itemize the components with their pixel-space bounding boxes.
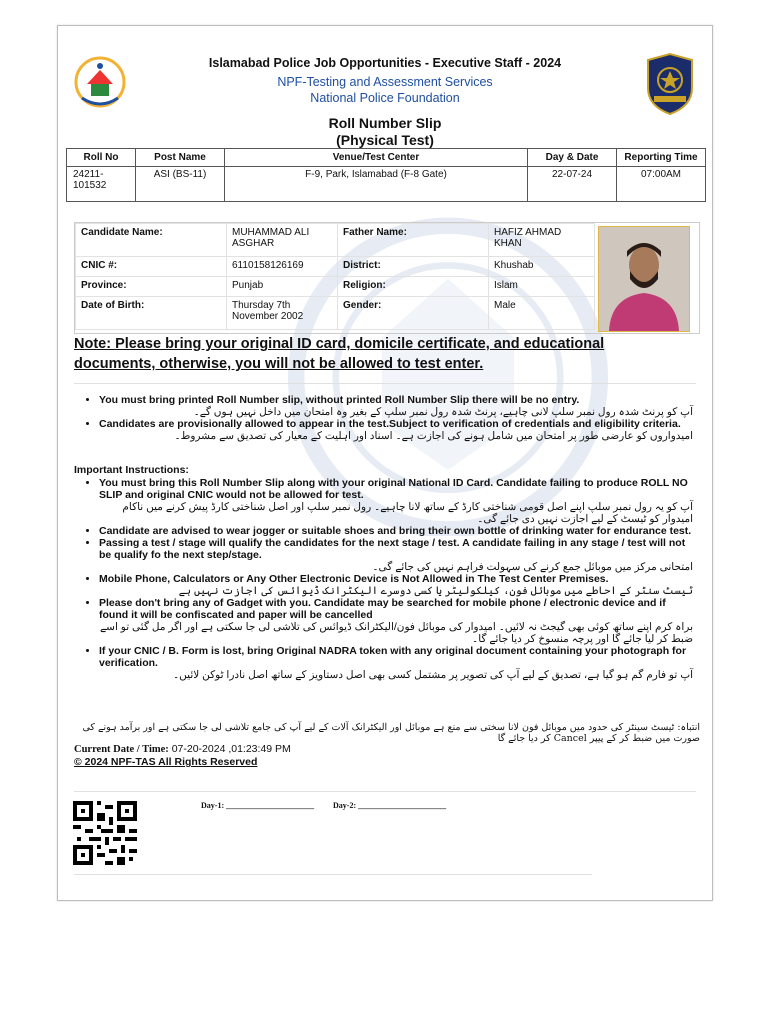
time-value: 07:00AM (617, 167, 706, 202)
instruction-en: If your CNIC / B. Form is lost, bring Original NADRA token with any original document containing your photograph for verification. (99, 645, 687, 669)
current-datetime-value: 07-20-2024 ,01:23:49 PM (171, 743, 291, 755)
province-value: Punjab (227, 277, 338, 297)
foundation-name: National Police Foundation (310, 91, 460, 105)
day1-field: Day-1: ______________________ (201, 801, 315, 810)
instruction-en: Passing a test / stage will qualify the candidates for the next stage / test. A candidate failing in any stage / test will not be qualify fo the next step/stage. (99, 537, 686, 561)
organization-name: NPF-Testing and Assessment Services (277, 75, 493, 89)
list-item (99, 537, 693, 573)
instruction-en: You must bring this Roll Number Slip along with your original National ID Card. Candidate failing to produce ROLL NO SLIP and original CNIC would not be allowed for test. (99, 477, 688, 501)
instruction-ur: براہ کرم اپنے ساتھ کوئی بھی گیجٹ نہ لائیں۔ امیدوار کی موبائل فون/الیکٹرانک ڈیوائس کی تلاشی لی جا سکتی ہے اور اگر مل گئی تو اسے ضبط کر لیا جائے گا اور پرچہ منسوخ کر دیا جائے گا۔ (100, 621, 693, 645)
list-item (99, 477, 693, 525)
gender-label: Gender: (338, 297, 489, 330)
divider (74, 874, 592, 875)
religion-value: Islam (489, 277, 595, 297)
divider (74, 791, 696, 792)
col-roll-no: Roll No (67, 149, 136, 167)
gender-value: Male (489, 297, 595, 330)
instructions-heading: Important Instructions: (74, 464, 189, 476)
list-item (99, 525, 693, 537)
instruction-ur: ٹیسٹ سنٹر کے احاطے میں موبائل فون، کیلکولیٹر یا کسی دوسرے الیکٹرانک ڈیوائس کی اجازت نہیں ہے (178, 585, 693, 597)
instruction-ur: آپ تو فارم گم ہو گیا ہے، تصدیق کے لیے آپ کی تصویر پر مشتمل کسی بھی اصل دستاویز کے ساتھ اصل نادرا ٹوکن لائیں۔ (173, 669, 693, 681)
day2-field: Day-2: ______________________ (333, 801, 447, 810)
current-datetime (74, 743, 291, 755)
rule-en: Candidates are provisionally allowed to appear in the test.Subject to verification of credentials and eligibility criteria. (99, 418, 681, 430)
father-name-value: HAFIZ AHMAD KHAN (489, 224, 595, 257)
entry-rules (74, 394, 693, 442)
col-reporting-time: Reporting Time (617, 149, 706, 167)
instruction-ur: امتحانی مرکز میں موبائل جمع کرنے کی سہولت فراہم نہیں کی جائے گی۔ (372, 561, 693, 573)
table-row (67, 167, 706, 202)
current-datetime-label: Current Date / Time: (74, 744, 169, 755)
rule-ur: امیدواروں کو عارضی طور پر امتحان میں شامل ہونے کی اجازت ہے۔ اسناد اور اہلیت کے معیار کی تصدیق سے مشروط۔ (174, 430, 693, 442)
father-name-label: Father Name: (338, 224, 489, 257)
instruction-en: Candidate are advised to wear jogger or suitable shoes and bring their own bottle of drinking water for endurance test. (99, 525, 692, 537)
col-venue: Venue/Test Center (225, 149, 528, 167)
candidate-name-value: MUHAMMAD ALI ASGHAR (227, 224, 338, 257)
province-label: Province: (76, 277, 227, 297)
date-value: 22-07-24 (528, 167, 617, 202)
qr-code (73, 801, 137, 865)
exam-title: Islamabad Police Job Opportunities - Executive Staff - 2024 (208, 56, 562, 70)
col-day-date: Day & Date (528, 149, 617, 167)
important-note: Note: Please bring your original ID card, domicile certificate, and educational documents, otherwise, you will not be allowed to test enter. (74, 336, 605, 372)
cnic-value: 6110158126169 (227, 257, 338, 277)
post-value: ASI (BS-11) (136, 167, 225, 202)
venue-value: F-9, Park, Islamabad (F-8 Gate) (225, 167, 528, 202)
list-item (99, 573, 693, 597)
roll-no-value: 24211-101532 (67, 167, 136, 202)
list-item (99, 645, 693, 681)
candidate-photo (598, 226, 690, 332)
roll-number-slip (57, 25, 713, 901)
dob-label: Date of Birth: (76, 297, 227, 330)
slip-title: Roll Number Slip (328, 115, 442, 131)
candidate-table (75, 223, 595, 330)
instruction-en: Mobile Phone, Calculators or Any Other Electronic Device is Not Allowed in The Test Center Premises. (99, 573, 609, 585)
instruction-en: Please don't bring any of Gadget with you. Candidate may be searched for mobile phone / electronic device and if found it will be confiscated and paper will be cancelled (99, 597, 666, 621)
list-item (99, 418, 693, 442)
urdu-warning: انتباہ: ٹیسٹ سینٹر کی حدود میں موبائل فون لانا سختی سے منع ہے موبائل اور الیکٹرانک آلات کے لیے آپ کی جامع تلاشی لی جا سکتی ہے اور برآمد ہونے کی صورت میں ضبط کر کے پیپر Cancel کر دیا جائے گا (82, 722, 700, 744)
divider (74, 383, 696, 384)
religion-label: Religion: (338, 277, 489, 297)
slip-subtitle: (Physical Test) (336, 132, 434, 148)
rule-ur: آپ کو پرنٹ شدہ رول نمبر سلپ لانی چاہیے، پرنٹ شدہ رول نمبر سلپ کے بغیر وہ امتحان میں داخل نہیں ہوں گے۔ (193, 406, 693, 418)
candidate-name-label: Candidate Name: (76, 224, 227, 257)
district-label: District: (338, 257, 489, 277)
dob-value: Thursday 7th November 2002 (227, 297, 338, 330)
instruction-ur: آپ کو یہ رول نمبر سلپ اپنے اصل قومی شناختی کارڈ کے ساتھ لانا چاہیے۔ رول نمبر سلپ اور اصل شناختی کارڈ پیش کرنے میں ناکام امیدوار کو ٹیسٹ کے لیے اجازت نہیں دی جائے گی۔ (122, 501, 693, 525)
district-value: Khushab (489, 257, 595, 277)
col-post-name: Post Name (136, 149, 225, 167)
cnic-label: CNIC #: (76, 257, 227, 277)
candidate-info (74, 222, 700, 334)
rule-en: You must bring printed Roll Number slip, without printed Roll Number Slip there will be no entry. (99, 394, 580, 406)
instructions-list (74, 477, 693, 681)
list-item (99, 394, 693, 418)
copyright: © 2024 NPF-TAS All Rights Reserved (74, 756, 258, 768)
list-item (99, 597, 693, 645)
roll-table (66, 148, 706, 202)
